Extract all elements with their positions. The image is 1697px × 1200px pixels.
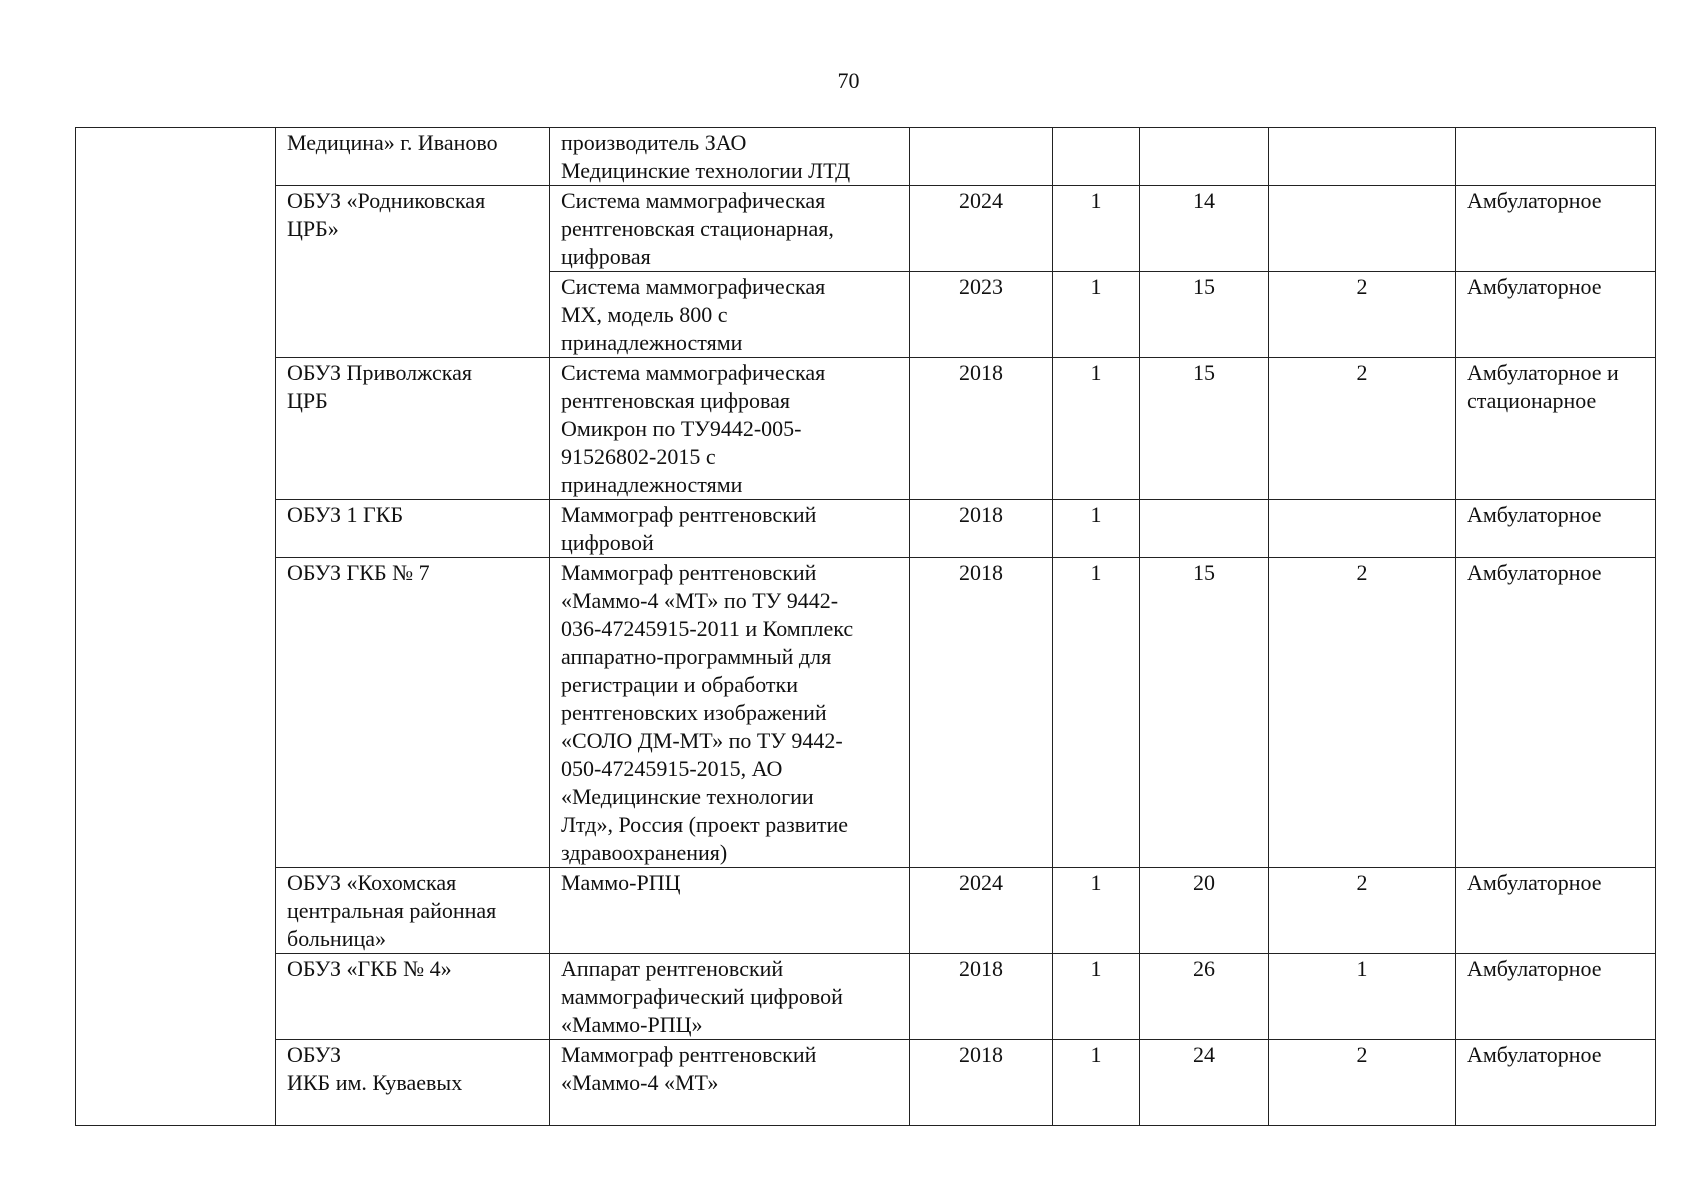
mode-cell bbox=[1456, 128, 1656, 186]
age-cell: 24 bbox=[1140, 1040, 1269, 1126]
device-cell: Аппарат рентгеновский маммографический цифровой «Маммо-РПЦ» bbox=[550, 954, 910, 1040]
device-cell: Система маммографическая рентгеновская стационарная, цифровая bbox=[550, 186, 910, 272]
mode-cell: Амбулаторное bbox=[1456, 558, 1656, 868]
table-row bbox=[76, 954, 1656, 1040]
age-cell bbox=[1140, 128, 1269, 186]
year-cell: 2024 bbox=[910, 868, 1053, 954]
age-cell: 15 bbox=[1140, 272, 1269, 358]
table-row bbox=[76, 868, 1656, 954]
org-cell: ОБУЗ Приволжская ЦРБ bbox=[276, 358, 550, 500]
shift-cell: 2 bbox=[1269, 1040, 1456, 1126]
shift-cell: 2 bbox=[1269, 558, 1456, 868]
mode-cell: Амбулаторное bbox=[1456, 954, 1656, 1040]
mode-cell: Амбулаторное bbox=[1456, 868, 1656, 954]
shift-cell: 2 bbox=[1269, 272, 1456, 358]
org-cell: ОБУЗ «Кохомская центральная районная больница» bbox=[276, 868, 550, 954]
org-cell: ОБУЗ «ГКБ № 4» bbox=[276, 954, 550, 1040]
mode-cell: Амбулаторное bbox=[1456, 1040, 1656, 1126]
org-cell: ОБУЗ ИКБ им. Куваевых bbox=[276, 1040, 550, 1126]
count-cell: 1 bbox=[1053, 500, 1140, 558]
device-cell: Маммограф рентгеновский «Маммо-4 «МТ» по ТУ 9442- 036-47245915-2011 и Комплекс аппаратно-программный для регистрации и обработки рентгеновских изображений «СОЛО ДМ-МТ» по ТУ 9442- 050-47245915-2015, АО «Медицинские технологии Лтд», Россия (проект развитие здравоохранения) bbox=[550, 558, 910, 868]
table-row bbox=[76, 128, 1656, 186]
age-cell: 26 bbox=[1140, 954, 1269, 1040]
table-row bbox=[76, 1040, 1656, 1126]
org-cell: ОБУЗ ГКБ № 7 bbox=[276, 558, 550, 868]
count-cell bbox=[1053, 128, 1140, 186]
age-cell bbox=[1140, 500, 1269, 558]
mode-cell: Амбулаторное bbox=[1456, 186, 1656, 272]
year-cell: 2023 bbox=[910, 272, 1053, 358]
year-cell bbox=[910, 128, 1053, 186]
year-cell: 2018 bbox=[910, 500, 1053, 558]
age-cell: 15 bbox=[1140, 558, 1269, 868]
org-cell: ОБУЗ 1 ГКБ bbox=[276, 500, 550, 558]
count-cell: 1 bbox=[1053, 558, 1140, 868]
year-cell: 2018 bbox=[910, 954, 1053, 1040]
org-cell: Медицина» г. Иваново bbox=[276, 128, 550, 186]
device-cell: Система маммографическая рентгеновская цифровая Омикрон по ТУ9442-005- 91526802-2015 с принадлежностями bbox=[550, 358, 910, 500]
shift-cell: 2 bbox=[1269, 358, 1456, 500]
device-cell: Маммо-РПЦ bbox=[550, 868, 910, 954]
table-row bbox=[76, 500, 1656, 558]
count-cell: 1 bbox=[1053, 1040, 1140, 1126]
year-cell: 2018 bbox=[910, 558, 1053, 868]
count-cell: 1 bbox=[1053, 868, 1140, 954]
device-cell: Маммограф рентгеновский цифровой bbox=[550, 500, 910, 558]
count-cell: 1 bbox=[1053, 358, 1140, 500]
shift-cell: 2 bbox=[1269, 868, 1456, 954]
mode-cell: Амбулаторное bbox=[1456, 500, 1656, 558]
count-cell: 1 bbox=[1053, 186, 1140, 272]
region-cell bbox=[76, 128, 276, 1126]
count-cell: 1 bbox=[1053, 954, 1140, 1040]
device-cell: Маммограф рентгеновский «Маммо-4 «МТ» bbox=[550, 1040, 910, 1126]
shift-cell: 1 bbox=[1269, 954, 1456, 1040]
shift-cell bbox=[1269, 128, 1456, 186]
age-cell: 20 bbox=[1140, 868, 1269, 954]
device-cell: производитель ЗАО Медицинские технологии ЛТД bbox=[550, 128, 910, 186]
device-cell: Система маммографическая MX, модель 800 с принадлежностями bbox=[550, 272, 910, 358]
year-cell: 2018 bbox=[910, 358, 1053, 500]
equipment-table bbox=[75, 127, 1656, 1126]
mode-cell: Амбулаторное и стационарное bbox=[1456, 358, 1656, 500]
table-row bbox=[76, 358, 1656, 500]
year-cell: 2018 bbox=[910, 1040, 1053, 1126]
age-cell: 15 bbox=[1140, 358, 1269, 500]
table-row bbox=[76, 186, 1656, 272]
mode-cell: Амбулаторное bbox=[1456, 272, 1656, 358]
year-cell: 2024 bbox=[910, 186, 1053, 272]
age-cell: 14 bbox=[1140, 186, 1269, 272]
shift-cell bbox=[1269, 186, 1456, 272]
page-number: 70 bbox=[837, 68, 860, 93]
org-cell: ОБУЗ «Родниковская ЦРБ» bbox=[276, 186, 550, 358]
count-cell: 1 bbox=[1053, 272, 1140, 358]
table-row bbox=[76, 558, 1656, 868]
shift-cell bbox=[1269, 500, 1456, 558]
